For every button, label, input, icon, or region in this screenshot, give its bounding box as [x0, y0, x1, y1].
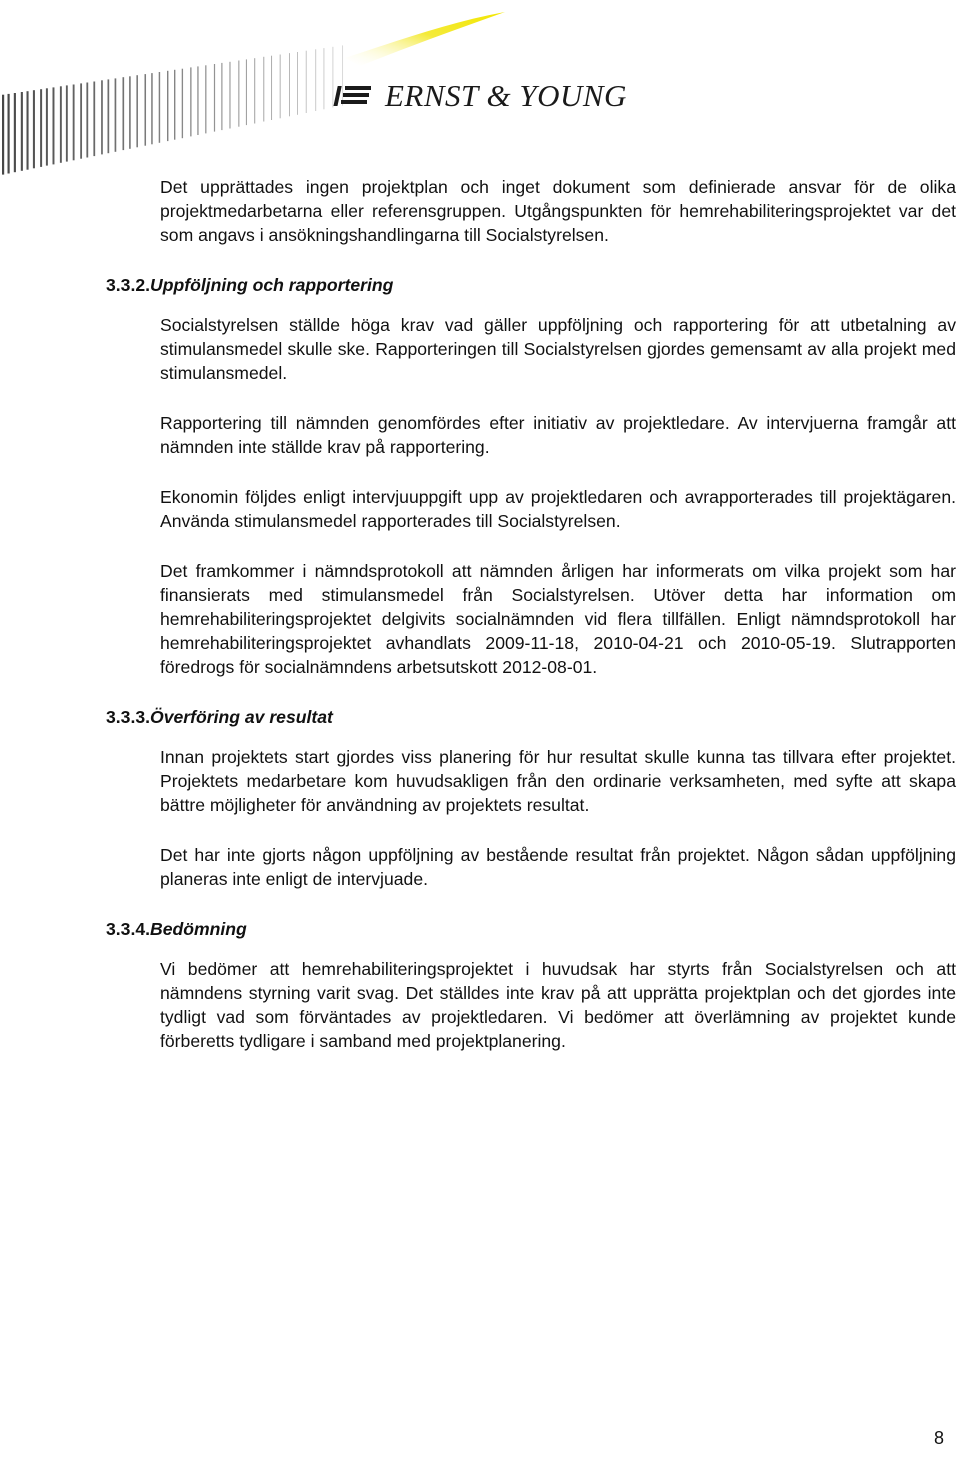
- barcode-line: [238, 61, 239, 127]
- barcode-line: [40, 89, 42, 167]
- section-title: Bedömning: [150, 919, 247, 939]
- barcode-line: [123, 77, 125, 150]
- barcode-line: [214, 64, 215, 132]
- section-number: 3.3.4.: [106, 919, 151, 939]
- barcode-line: [333, 47, 334, 108]
- section-title: Uppföljning och rapportering: [150, 275, 394, 295]
- barcode-line: [159, 72, 160, 143]
- barcode-line: [306, 51, 307, 113]
- page-header: [0, 0, 960, 175]
- section-3-3-3: [106, 705, 956, 891]
- barcode-line: [229, 62, 230, 129]
- barcode-line: [60, 86, 62, 163]
- yellow-swoosh-icon: [345, 12, 505, 66]
- logo-text: ERNST & YOUNG: [385, 78, 627, 113]
- barcode-line: [53, 87, 55, 164]
- barcode-line: [205, 65, 206, 133]
- barcode-line: [297, 52, 298, 115]
- section-heading: [106, 917, 902, 941]
- paragraph: Vi bedömer att hemrehabiliteringsprojektet i huvudsak har styrts från Socialstyrelsen och att nämndens styrning varit svag. Det ställdes inte krav på att upprätta projektplan och det gjordes inte tydligt vad som förväntades av projektledaren. Vi bedömer att överlämning av projektet kunde förberetts tydligare i samband med projektplanering.: [160, 959, 956, 1051]
- barcode-line: [8, 94, 10, 174]
- intro-paragraph: Det upprättades ingen projektplan och inget dokument som definierade ansvar för de olika projektmedarbetarna eller referensgruppen. Utgångspunkten för hemrehabiliteringsprojektet var det som angavs i ansökningshandlingarna till Socialstyrelsen.: [160, 177, 956, 245]
- barcode-line: [190, 67, 191, 136]
- barcode-line: [108, 79, 110, 153]
- paragraph: Rapportering till nämnden genomfördes efter initiativ av projektledare. Av intervjuerna framgår att nämnden inte ställde krav på rapportering.: [160, 413, 956, 457]
- barcode-line: [315, 49, 316, 111]
- barcode-line: [271, 56, 272, 120]
- barcode-lines-decoration: [2, 45, 343, 174]
- barcode-line: [115, 78, 117, 151]
- barcode-line: [182, 69, 183, 139]
- barcode-line: [342, 45, 343, 105]
- barcode-line: [80, 83, 82, 158]
- ey-mark-icon: [333, 86, 371, 106]
- paragraph: Det framkommer i nämndsprotokoll att nämnden årligen har informerats om vilka projekt som har finansierats med stimulansmedel från Socialstyrelsen. Utöver detta har information om hemrehabiliteringsprojektet delgivits socialnämnden vid flera tillfällen. Enligt nämndsprotokoll har hemrehabiliteringsprojektet avhandlats 2009-11-18, 2010-04-21 och 2010-05-19. Slutrapporten föredrogs för socialnämndens arbetsutskott 2012-08-01.: [160, 561, 956, 677]
- barcode-line: [101, 80, 103, 154]
- paragraph: Innan projektets start gjordes viss planering för hur resultat skulle kunna tas tillvara efter projektet. Projektets medarbetare kom huvudsakligen från den ordinarie verksamheten, med syfte att skapa bättre möjligheter för användning av projektets resultat.: [160, 747, 956, 815]
- barcode-line: [27, 91, 29, 170]
- section-title: Överföring av resultat: [150, 707, 333, 727]
- logo-wordmark: [385, 78, 627, 114]
- paragraph: Ekonomin följdes enligt intervjuuppgift upp av projektledaren och avrapporterades till projektägaren. Använda stimulansmedel rapporterades till Socialstyrelsen.: [160, 487, 956, 531]
- barcode-line: [14, 93, 16, 172]
- paragraph: Det har inte gjorts någon uppföljning av bestående resultat från projektet. Någon sådan uppföljning planeras inte enligt de intervjuade.: [160, 845, 956, 889]
- barcode-line: [246, 59, 247, 125]
- barcode-line: [136, 75, 138, 147]
- barcode-line: [263, 57, 264, 122]
- barcode-line: [2, 95, 4, 175]
- barcode-line: [46, 88, 48, 165]
- paragraph: Socialstyrelsen ställde höga krav vad gäller uppföljning och rapportering för att utbetalning av stimulansmedel skulle ske. Rapporteringen till Socialstyrelsen gjordes gemensamt av alla projekt med stimulansmedel.: [160, 315, 956, 383]
- section-3-3-2: [106, 273, 956, 679]
- barcode-line: [129, 76, 131, 149]
- barcode-line: [33, 90, 35, 168]
- section-heading: [106, 273, 902, 297]
- barcode-line: [280, 55, 281, 119]
- barcode-line: [93, 82, 95, 157]
- barcode-line: [221, 63, 222, 130]
- barcode-line: [197, 66, 198, 135]
- barcode-line: [174, 70, 175, 140]
- section-heading: [106, 705, 902, 729]
- section-number: 3.3.2.: [106, 275, 151, 295]
- barcode-line: [151, 73, 153, 144]
- barcode-line: [73, 85, 75, 161]
- barcode-line: [21, 92, 23, 171]
- barcode-line: [167, 71, 168, 141]
- section-number: 3.3.3.: [106, 707, 151, 727]
- barcode-line: [254, 58, 255, 123]
- page-number: 8: [934, 1428, 945, 1448]
- barcode-line: [324, 48, 325, 109]
- barcode-line: [145, 74, 147, 146]
- section-3-3-4: [106, 917, 956, 1053]
- barcode-line: [86, 83, 88, 158]
- document-body: [106, 175, 956, 1079]
- barcode-line: [289, 53, 290, 116]
- barcode-line: [66, 85, 68, 161]
